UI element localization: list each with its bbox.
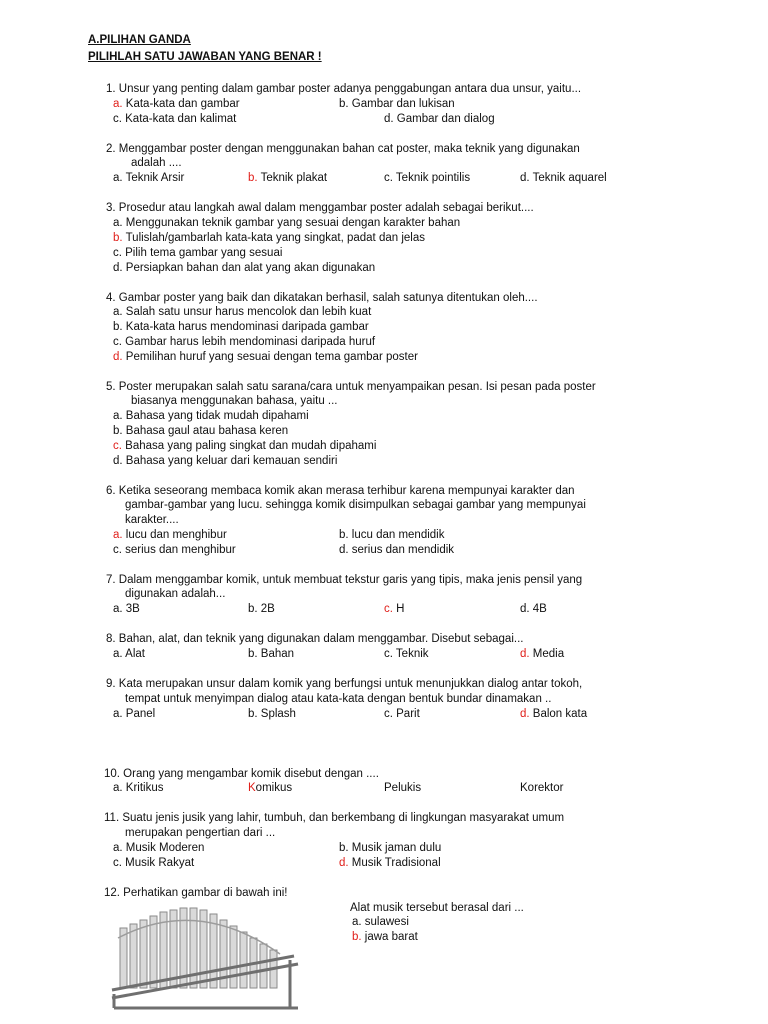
answer-mark: b. xyxy=(113,232,123,244)
q4-option-c: c. Gambar harus lebih mendominasi daripada huruf xyxy=(113,336,376,348)
q12-option-a: a. sulawesi xyxy=(352,916,409,928)
answer-mark: c. xyxy=(384,603,393,615)
q6-option-d: d. serius dan mendidik xyxy=(339,544,455,556)
answer-mark: b. xyxy=(352,931,362,943)
q11-option-b: b. Musik jaman dulu xyxy=(339,842,442,854)
q10-option-d: Korektor xyxy=(520,782,564,794)
q5-option-c xyxy=(113,439,376,453)
option-label: Kata-kata dan gambar xyxy=(122,98,240,110)
q6-option-c: c. serius dan menghibur xyxy=(113,544,236,556)
q9-option-d xyxy=(520,707,587,721)
q4-option-d xyxy=(113,350,418,364)
q10-option-b xyxy=(248,781,292,795)
q3-option-b xyxy=(113,231,425,245)
q8-option-d xyxy=(520,647,564,661)
option-label: H xyxy=(392,603,405,615)
q1-option-b: b. Gambar dan lukisan xyxy=(339,98,455,110)
q9-text: 9. Kata merupakan unsur dalam komik yang berfungsi untuk menunjukkan dialog antar tokoh, xyxy=(106,678,583,690)
q7-option-a: a. 3B xyxy=(113,603,140,615)
q8-option-a: a. Alat xyxy=(113,648,145,660)
q7-option-c xyxy=(384,602,404,616)
q5-option-b: b. Bahasa gaul atau bahasa keren xyxy=(113,425,289,437)
option-label: omikus xyxy=(255,782,293,794)
q10-option-c: Pelukis xyxy=(384,782,422,794)
q2-option-a: a. Teknik Arsir xyxy=(113,172,185,184)
answer-mark: d. xyxy=(113,351,123,363)
q12-option-b xyxy=(352,930,418,944)
q5-text-cont: biasanya menggunakan bahasa, yaitu ... xyxy=(131,395,338,407)
option-label: lucu dan menghibur xyxy=(122,529,227,541)
q4-option-b: b. Kata-kata harus mendominasi daripada gambar xyxy=(113,321,369,333)
option-label: Teknik plakat xyxy=(257,172,328,184)
q5-option-a: a. Bahasa yang tidak mudah dipahami xyxy=(113,410,309,422)
option-label: Musik Tradisional xyxy=(348,857,441,869)
q11-option-c: c. Musik Rakyat xyxy=(113,857,195,869)
answer-mark: d. xyxy=(520,648,530,660)
q1-option-d: d. Gambar dan dialog xyxy=(384,113,495,125)
q2-option-b xyxy=(248,171,327,185)
q9-option-b: b. Splash xyxy=(248,708,296,720)
q12-text: 12. Perhatikan gambar di bawah ini! xyxy=(104,887,288,899)
q9-option-c: c. Parit xyxy=(384,708,420,720)
q12-question: Alat musik tersebut berasal dari ... xyxy=(350,902,524,914)
q1-text: 1. Unsur yang penting dalam gambar poster adanya penggabungan antara dua unsur, yaitu... xyxy=(106,83,582,95)
option-label: Media xyxy=(529,648,565,660)
musical-instrument-image xyxy=(108,898,304,1012)
q6-option-a xyxy=(113,528,227,542)
q2-text-cont: adalah .... xyxy=(131,157,182,169)
q6-text-cont: gambar-gambar yang lucu. sehingga komik disimpulkan sebagai gambar yang mempunyai xyxy=(125,499,586,511)
q2-text: 2. Menggambar poster dengan menggunakan bahan cat poster, maka teknik yang digunakan xyxy=(106,143,580,155)
q6-text-cont2: karakter.... xyxy=(125,514,179,526)
answer-mark: a. xyxy=(113,529,123,541)
answer-mark: d. xyxy=(339,857,349,869)
q7-option-b: b. 2B xyxy=(248,603,275,615)
q9-text-cont: tempat untuk menyimpan dialog atau kata-kata dengan bentuk bundar dinamakan .. xyxy=(125,693,552,705)
q9-option-a: a. Panel xyxy=(113,708,156,720)
answer-mark: a. xyxy=(113,98,123,110)
answer-mark: b. xyxy=(248,172,258,184)
answer-mark: c. xyxy=(113,440,122,452)
q2-option-d: d. Teknik aquarel xyxy=(520,172,607,184)
q6-option-b: b. lucu dan mendidik xyxy=(339,529,445,541)
section-title: A.PILIHAN GANDA xyxy=(88,34,191,46)
q3-option-c: c. Pilih tema gambar yang sesuai xyxy=(113,247,283,259)
answer-mark: d. xyxy=(520,708,530,720)
q11-option-d xyxy=(339,856,441,870)
q3-option-d: d. Persiapkan bahan dan alat yang akan digunakan xyxy=(113,262,376,274)
q10-option-a: a. Kritikus xyxy=(113,782,164,794)
option-label: Pemilihan huruf yang sesuai dengan tema gambar poster xyxy=(122,351,418,363)
q5-text: 5. Poster merupakan salah satu sarana/cara untuk menyampaikan pesan. Isi pesan pada poster xyxy=(106,381,596,393)
option-label: jawa barat xyxy=(361,931,418,943)
q3-text: 3. Prosedur atau langkah awal dalam menggambar poster adalah sebagai berikut.... xyxy=(106,202,534,214)
q4-option-a: a. Salah satu unsur harus mencolok dan lebih kuat xyxy=(113,306,372,318)
q4-text: 4. Gambar poster yang baik dan dikatakan berhasil, salah satunya ditentukan oleh.... xyxy=(106,292,538,304)
option-label: Bahasa yang paling singkat dan mudah dipahami xyxy=(121,440,377,452)
q2-option-c: c. Teknik pointilis xyxy=(384,172,471,184)
q11-text: 11. Suatu jenis jusik yang lahir, tumbuh, dan berkembang di lingkungan masyarakat umum xyxy=(104,812,565,824)
q8-option-c: c. Teknik xyxy=(384,648,429,660)
q8-option-b: b. Bahan xyxy=(248,648,295,660)
answer-mark: K xyxy=(248,782,256,794)
option-label: Tulislah/gambarlah kata-kata yang singkat, padat dan jelas xyxy=(122,232,425,244)
q1-option-c: c. Kata-kata dan kalimat xyxy=(113,113,237,125)
q10-text: 10. Orang yang mengambar komik disebut dengan .... xyxy=(104,768,379,780)
q11-option-a: a. Musik Moderen xyxy=(113,842,205,854)
q11-text-cont: merupakan pengertian dari ... xyxy=(125,827,276,839)
option-label: Balon kata xyxy=(529,708,588,720)
q7-text-cont: digunakan adalah... xyxy=(125,588,226,600)
q7-option-d: d. 4B xyxy=(520,603,547,615)
q6-text: 6. Ketika seseorang membaca komik akan merasa terhibur karena mempunyai karakter dan xyxy=(106,485,575,497)
instruction: PILIHLAH SATU JAWABAN YANG BENAR ! xyxy=(88,51,322,63)
q1-option-a xyxy=(113,97,240,111)
q3-option-a: a. Menggunakan teknik gambar yang sesuai dengan karakter bahan xyxy=(113,217,461,229)
q7-text: 7. Dalam menggambar komik, untuk membuat tekstur garis yang tipis, maka jenis pensil yang xyxy=(106,574,583,586)
q5-option-d: d. Bahasa yang keluar dari kemauan sendiri xyxy=(113,455,338,467)
q8-text: 8. Bahan, alat, dan teknik yang digunakan dalam menggambar. Disebut sebagai... xyxy=(106,633,524,645)
